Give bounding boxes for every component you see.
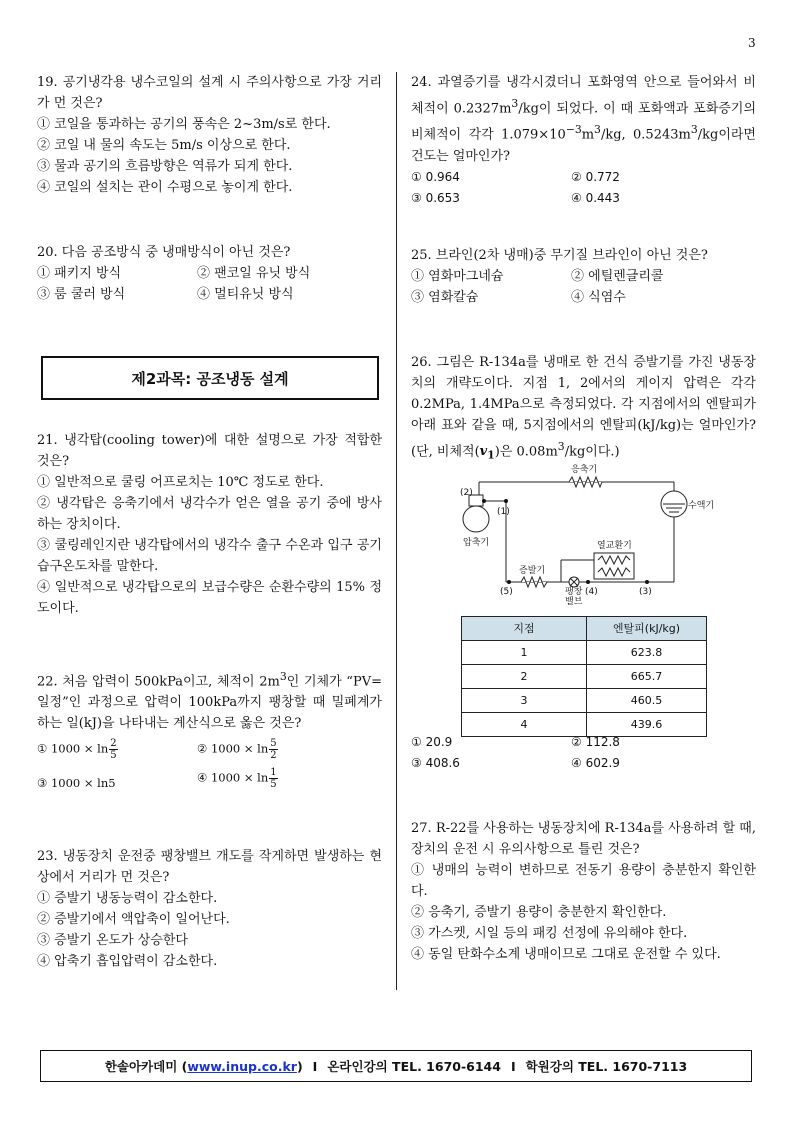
superscript: 3 xyxy=(279,670,287,683)
question-22-option-4 xyxy=(197,767,382,799)
question-27-option-3: ③ 가스켓, 시일 등의 패킹 선정에 유의해야 한다. xyxy=(411,926,688,941)
point-4-label: (4) xyxy=(585,587,598,597)
question-25-option-2: ② 에틸렌글리콜 xyxy=(571,269,664,284)
fraction xyxy=(269,767,277,790)
fraction xyxy=(269,738,277,761)
question-21-option-2: ② 냉각탑은 응축기에서 냉각수가 얻은 열을 공기 중에 방사하는 장치이다. xyxy=(37,496,382,532)
question-22 xyxy=(37,666,382,799)
question-26-stem-part: )은 0.08m xyxy=(494,444,558,460)
table-cell: 460.5 xyxy=(587,689,707,713)
question-26-stem xyxy=(411,352,756,466)
question-24-option-1: ① 0.964 xyxy=(411,169,460,184)
question-24-stem-part: 24. 과열증기를 냉각시겼더니 포화영역 안으로 들어와서 비체적이 0.2327m xyxy=(411,75,756,117)
question-24-stem-part: /kg이 되었다. 이 때 포화액과 포화증기의 비체적이 각각 1.079×10 xyxy=(411,101,757,143)
superscript: −3 xyxy=(565,123,582,137)
condenser-label: 응축기 xyxy=(571,465,598,475)
footer-website-link[interactable]: www.inup.co.kr xyxy=(187,1058,297,1074)
question-24-option-2: ② 0.772 xyxy=(571,169,620,184)
table-row xyxy=(462,641,707,665)
question-21-option-4: ④ 일반적으로 냉각탑으로의 보급수량은 순환수량의 15% 정도이다. xyxy=(37,580,382,616)
question-21-option-3: ③ 쿨링레인지란 냉각탑에서의 냉각수 출구 수온과 입구 공기 습구온도차를 말한다. xyxy=(37,538,382,574)
question-25 xyxy=(411,245,756,308)
question-20-option-3: ③ 룸 쿨러 방식 xyxy=(37,287,126,302)
question-23-option-2: ② 증발기에서 액압축이 일어난다. xyxy=(37,912,230,927)
table-cell: 1 xyxy=(462,641,587,665)
table-cell: 623.8 xyxy=(587,641,707,665)
table-row xyxy=(462,665,707,689)
question-23-option-3: ③ 증발기 온도가 상승한다 xyxy=(37,933,188,948)
question-20-option-4: ④ 멀티유닛 방식 xyxy=(197,287,294,302)
table-header-row xyxy=(462,617,707,641)
question-27-option-4: ④ 동일 탄화수소계 냉매이므로 그대로 운전할 수 있다. xyxy=(411,947,721,962)
question-20 xyxy=(37,242,382,305)
question-27-stem: 27. R-22를 사용하는 냉동장치에 R-134a를 사용하려 할 때, 장치의 운전 시 유의사항으로 틀린 것은? xyxy=(411,821,756,857)
formula-expression: 1000 × ln5 xyxy=(50,776,116,791)
footer-separator: I xyxy=(510,1058,516,1074)
question-20-option-1: ① 패키지 방식 xyxy=(37,266,122,281)
point-1-label: (1) xyxy=(497,507,510,517)
table-cell: 439.6 xyxy=(587,713,707,737)
footer-offline-phone: 학원강의 TEL. 1670-7113 xyxy=(525,1059,688,1074)
question-22-option-1 xyxy=(37,738,197,761)
page-number: 3 xyxy=(748,36,756,50)
fraction-denominator: 5 xyxy=(270,779,277,791)
question-26-option-4: ④ 602.9 xyxy=(571,756,620,770)
superscript: 3 xyxy=(690,123,698,137)
question-26-option-1: ① 20.9 xyxy=(411,735,453,749)
footer-separator: I xyxy=(312,1058,318,1074)
question-27 xyxy=(411,818,756,965)
fraction-numerator: 5 xyxy=(270,738,277,750)
question-24 xyxy=(411,72,756,209)
footer-brand-close: ) xyxy=(296,1058,303,1074)
fraction-numerator: 1 xyxy=(270,767,277,779)
formula-expression: 1000 × ln xyxy=(210,741,269,756)
question-25-option-1: ① 염화마그네슘 xyxy=(411,269,504,284)
question-24-stem-part: /kg, 0.5243m xyxy=(600,127,691,143)
question-22-option-2 xyxy=(197,738,382,761)
table-cell: 665.7 xyxy=(587,665,707,689)
table-cell: 4 xyxy=(462,713,587,737)
refrigeration-cycle-diagram xyxy=(451,460,721,605)
question-24-stem-part: m xyxy=(581,127,595,143)
expansion-valve-label-2: 밸브 xyxy=(565,597,583,605)
table-cell: 2 xyxy=(462,665,587,689)
question-27-option-1: ① 냉매의 능력이 변하므로 전동기 용량이 충분한지 확인한다. xyxy=(411,863,756,899)
option-marker: ③ xyxy=(37,776,51,791)
point-5-label: (5) xyxy=(500,587,513,597)
enthalpy-table xyxy=(461,616,707,737)
question-21-option-1: ① 일반적으로 쿨링 어프로치는 10℃ 정도로 한다. xyxy=(37,475,324,490)
question-25-option-4: ④ 식염수 xyxy=(571,290,626,305)
question-24-stem xyxy=(411,72,756,167)
question-23-option-1: ① 증발기 냉동능력이 감소한다. xyxy=(37,891,218,906)
question-23-option-4: ④ 압축기 흡입압력이 감소한다. xyxy=(37,954,218,969)
point-3-label: (3) xyxy=(639,587,652,597)
question-19-option-3: ③ 물과 공기의 흐름방향은 역류가 되게 한다. xyxy=(37,159,293,174)
superscript: 3 xyxy=(594,123,601,137)
question-26-stem-part: /kg이다.) xyxy=(564,444,620,460)
question-24-option-4: ④ 0.443 xyxy=(571,190,620,205)
question-19-stem: 19. 공기냉각용 냉수코일의 설계 시 주의사항으로 가장 거리가 먼 것은? xyxy=(37,75,382,111)
formula-expression: 1000 × ln xyxy=(50,741,109,756)
fraction-numerator: 2 xyxy=(110,738,117,750)
subscript: 1 xyxy=(487,448,495,462)
question-21 xyxy=(37,430,382,619)
question-19-option-2: ② 코일 내 물의 속도는 5m/s 이상으로 한다. xyxy=(37,138,291,153)
fraction-denominator: 5 xyxy=(110,750,117,762)
question-24-stem-part: /kg이라면 건도는 얼마인가? xyxy=(411,127,756,164)
fraction xyxy=(109,738,117,761)
question-23 xyxy=(37,846,382,972)
expansion-valve-label-1: 팽창 xyxy=(565,587,583,597)
question-20-option-2: ② 팬코일 유닛 방식 xyxy=(197,266,311,281)
question-26-stem-part: 26. 그림은 R-134a를 냉매로 한 건식 증발기를 가진 냉동장치의 개략도이다. 지점 1, 2에서의 게이지 압력은 각각 0.2MPa, 1.4MPa으로 측정되었다. 각 지점에서의 엔탈피가 아래 표와 같을 때, 5지점에서의 엔탈피(kJ/kg)는 얼마인가? (단, 비체적( xyxy=(411,355,756,460)
fraction-denominator: 2 xyxy=(270,750,277,762)
receiver-label: 수액기 xyxy=(688,501,715,511)
footer-brand: 한솔아카데미 ( xyxy=(104,1059,188,1074)
subject-title-box xyxy=(41,356,379,400)
option-marker: ① xyxy=(37,741,51,756)
question-27-option-2: ② 응축기, 증발기 용량이 충분한지 확인한다. xyxy=(411,905,667,920)
column-divider xyxy=(396,72,397,990)
question-25-option-3: ③ 염화칼슘 xyxy=(411,290,479,305)
table-row xyxy=(462,689,707,713)
superscript: 3 xyxy=(511,97,519,110)
table-header-point: 지점 xyxy=(462,617,587,641)
question-19-option-4: ④ 코일의 설치는 관이 수평으로 놓이게 한다. xyxy=(37,180,293,195)
footer-bar xyxy=(40,1050,752,1082)
question-22-stem-part: 22. 처음 압력이 500kPa이고, 체적이 2m xyxy=(37,674,280,690)
option-marker: ② xyxy=(197,741,211,756)
question-25-stem: 25. 브라인(2차 냉매)중 무기질 브라인이 아닌 것은? xyxy=(411,248,708,263)
question-21-stem: 21. 냉각탑(cooling tower)에 대한 설명으로 가장 적합한 것은? xyxy=(37,433,382,469)
option-marker: ④ xyxy=(197,770,211,785)
question-19 xyxy=(37,72,382,198)
table-cell: 3 xyxy=(462,689,587,713)
question-26 xyxy=(411,352,756,770)
table-header-enthalpy: 엔탈피(kJ/kg) xyxy=(587,617,707,641)
question-26-option-2: ② 112.8 xyxy=(571,735,620,749)
question-22-stem xyxy=(37,666,382,734)
compressor-label: 압축기 xyxy=(463,538,490,548)
question-26-option-3: ③ 408.6 xyxy=(411,756,460,770)
evaporator-label: 증발기 xyxy=(519,566,546,576)
question-23-stem: 23. 냉동장치 운전중 팽창밸브 개도를 작게하면 발생하는 현상에서 거리가 먼 것은? xyxy=(37,849,382,885)
subject-title: 제2과목: 공조냉동 설계 xyxy=(131,369,289,388)
question-20-stem: 20. 다음 공조방식 중 냉매방식이 아닌 것은? xyxy=(37,245,291,260)
superscript: 3 xyxy=(557,440,565,453)
question-22-option-3 xyxy=(37,767,197,799)
question-22-stem-part: 인 기체가 “PV=일정”인 과정으로 압력이 100kPa까지 팽창할 때 밀폐계가 하는 일(kJ)을 나타내는 계산식으로 옳은 것은? xyxy=(37,674,382,732)
question-24-option-3: ③ 0.653 xyxy=(411,190,460,205)
formula-expression: 1000 × ln xyxy=(210,770,269,785)
specific-volume-symbol: v xyxy=(479,444,488,460)
point-2-label: (2) xyxy=(460,488,473,498)
heat-exchanger-label: 열교환기 xyxy=(597,541,632,551)
question-19-option-1: ① 코일을 통과하는 공기의 풍속은 2~3m/s로 한다. xyxy=(37,117,331,132)
footer-online-phone: 온라인강의 TEL. 1670-6144 xyxy=(327,1059,501,1074)
